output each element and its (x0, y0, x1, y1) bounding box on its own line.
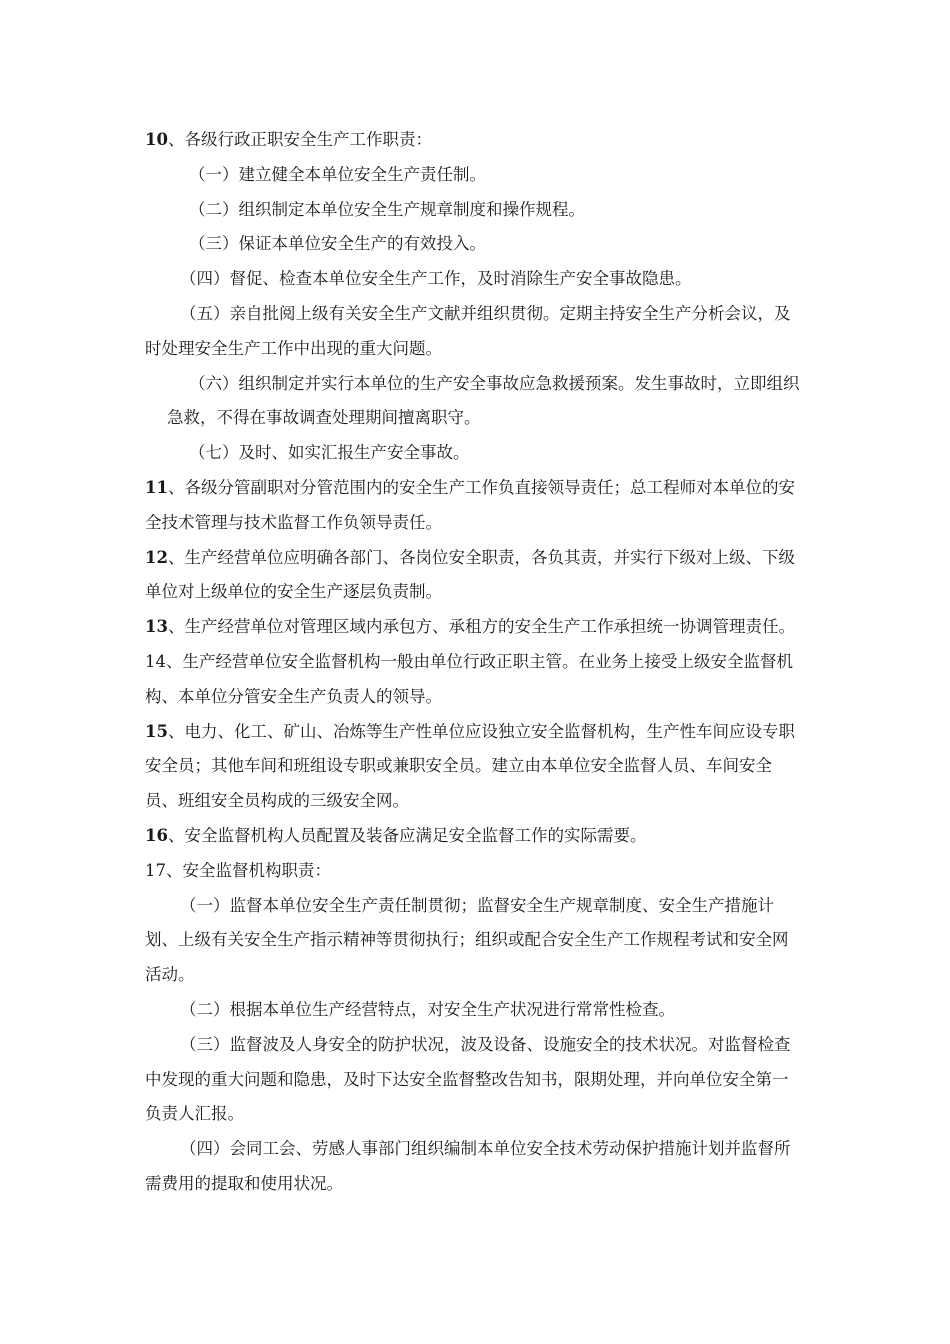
sub-item: （三）保证本单位安全生产的有效投入。 (189, 234, 486, 254)
numbered-clause (145, 610, 815, 645)
clause-number: 10 (145, 130, 168, 149)
numbered-clause (145, 471, 815, 506)
clause-text: 、各级分管副职对分管范围内的安全生产工作负直接领导责任；总工程师对本单位的安 (167, 477, 795, 497)
sub-item: （五）亲自批阅上级有关安全生产文献并组织贯彻。定期主持安全生产分析会议，及 (180, 303, 791, 323)
sub-item: （七）及时、如实汇报生产安全事故。 (189, 443, 470, 463)
clause-text: 、电力、化工、矿山、冶炼等生产性单位应设独立安全监督机构，生产性车间应设专职 (167, 721, 795, 741)
clause-number: 16 (145, 825, 168, 845)
continuation-line: 单位对上级单位的安全生产逐层负责制。 (145, 582, 442, 602)
continuation-line: 时处理安全生产工作中出现的重大问题。 (145, 338, 442, 358)
numbered-clause (145, 123, 815, 158)
sub-item: （二）组织制定本单位安全生产规章制度和操作规程。 (189, 199, 585, 219)
document-body (145, 123, 815, 1202)
sub-item: （四）会同工会、劳感人事部门组织编制本单位安全技术劳动保护措施计划并监督所 (180, 1139, 791, 1159)
continuation-line: 中发现的重大问题和隐患，及时下达安全监督整改告知书，限期处理，并向单位安全第一 (145, 1069, 789, 1089)
clause-text: 、安全监督机构人员配置及装备应满足安全监督工作的实际需要。 (167, 825, 647, 845)
clause-text: 、各级行政正职安全生产工作职责： (167, 130, 432, 149)
continuation-line: 员、班组安全员构成的三级安全网。 (145, 791, 409, 811)
continuation-line: 全技术管理与技术监督工作负领导责任。 (145, 512, 442, 532)
clause-number: 12 (145, 547, 168, 567)
clause-number: 13 (145, 617, 168, 637)
continuation-line: 需费用的提取和使用状况。 (145, 1173, 343, 1193)
continuation-line: 划、上级有关安全生产指示精神等贯彻执行；组织或配合安全生产工作规程考试和安全网 (145, 930, 789, 950)
sub-item: （二）根据本单位生产经营特点，对安全生产状况进行常常性检查。 (180, 999, 675, 1019)
continuation-line: 安全员；其他车间和班组设专职或兼职安全员。建立由本单位安全监督人员、车间安全 (145, 756, 772, 776)
sub-item: （一）建立健全本单位安全生产责任制。 (189, 164, 486, 184)
clause-number: 11 (145, 477, 168, 497)
numbered-clause: 17、安全监督机构职责： (145, 860, 331, 880)
sub-item: （三）监督波及人身安全的防护状况，波及设备、设施安全的技术状况。对监督检查 (180, 1034, 791, 1054)
sub-item: （六）组织制定并实行本单位的生产安全事故应急救援预案。发生事故时，立即组织 (189, 373, 800, 393)
sub-item: （四）督促、检查本单位安全生产工作，及时消除生产安全事故隐患。 (180, 269, 692, 289)
numbered-clause: 14、生产经营单位安全监督机构一般由单位行政正职主管。在业务上接受上级安全监督机 (145, 651, 793, 671)
numbered-clause (145, 541, 815, 576)
continuation-line: 负责人汇报。 (145, 1104, 244, 1124)
sub-item: （一）监督本单位安全生产责任制贯彻；监督安全生产规章制度、安全生产措施计 (180, 895, 774, 915)
clause-text: 、生产经营单位应明确各部门、各岗位安全职责，各负其责，并实行下级对上级、下级 (167, 547, 795, 567)
continuation-line: 急救，不得在事故调查处理期间擅离职守。 (167, 408, 481, 428)
clause-number: 15 (145, 721, 168, 741)
numbered-clause (145, 715, 815, 750)
numbered-clause (145, 819, 815, 854)
continuation-line: 构、本单位分管安全生产负责人的领导。 (145, 686, 442, 706)
continuation-line: 活动。 (145, 965, 195, 985)
clause-text: 、生产经营单位对管理区域内承包方、承租方的安全生产工作承担统一协调管理责任。 (167, 617, 795, 637)
